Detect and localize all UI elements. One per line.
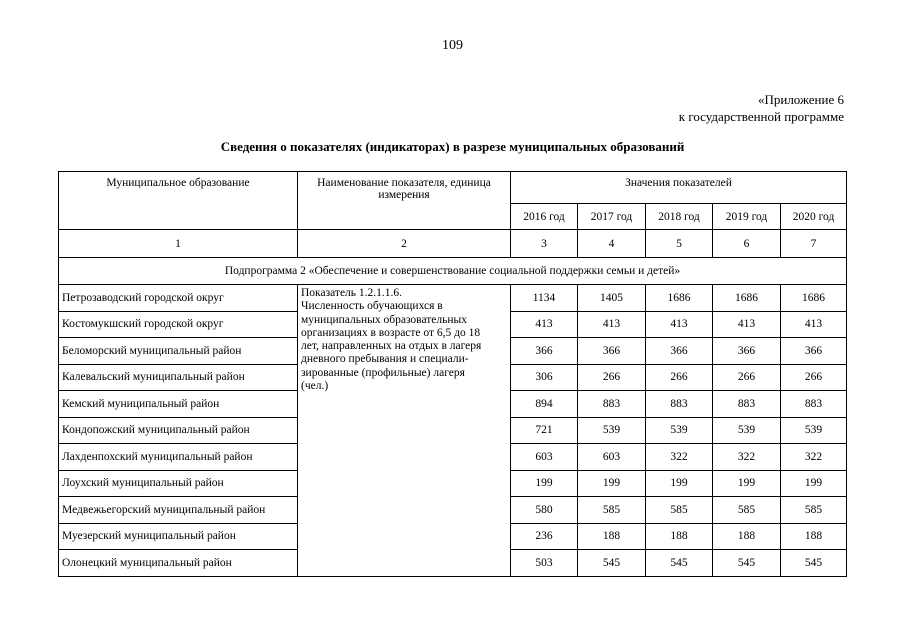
header-year: 2017 год xyxy=(578,204,646,230)
header-values: Значения показателей xyxy=(511,172,847,204)
value-cell: 266 xyxy=(578,364,646,391)
subprogram-heading: Подпрограмма 2 «Обеспечение и совершенствование социальной поддержки семьи и детей» xyxy=(59,258,847,285)
value-cell: 322 xyxy=(781,444,847,471)
value-cell: 199 xyxy=(578,470,646,497)
indicator-line: лет, направленных на отдых в лагеря xyxy=(301,340,482,353)
value-cell: 539 xyxy=(781,417,847,444)
header-indicator: Наименование показателя, единица измерения xyxy=(298,172,511,230)
value-cell: 894 xyxy=(511,391,578,418)
table-row xyxy=(59,285,847,312)
column-number: 1 xyxy=(59,230,298,258)
appendix-line-1: «Приложение 6 xyxy=(757,92,844,107)
value-cell: 585 xyxy=(578,497,646,524)
column-number: 6 xyxy=(713,230,781,258)
value-cell: 199 xyxy=(511,470,578,497)
value-cell: 545 xyxy=(781,550,847,577)
value-cell: 1686 xyxy=(646,285,713,312)
value-cell: 585 xyxy=(646,497,713,524)
municipality-name: Беломорский муниципальный район xyxy=(59,338,298,365)
appendix-line-2: к государственной программе xyxy=(678,109,844,124)
value-cell: 883 xyxy=(781,391,847,418)
value-cell: 199 xyxy=(781,470,847,497)
value-cell: 585 xyxy=(713,497,781,524)
municipality-name: Лахденпохский муниципальный район xyxy=(59,444,298,471)
header-year: 2016 год xyxy=(511,204,578,230)
column-number: 2 xyxy=(298,230,511,258)
value-cell: 266 xyxy=(781,364,847,391)
value-cell: 199 xyxy=(713,470,781,497)
value-cell: 545 xyxy=(713,550,781,577)
indicator-line: зированные (профильные) лагеря xyxy=(301,366,465,379)
municipality-name: Калевальский муниципальный район xyxy=(59,364,298,391)
page-number: 109 xyxy=(442,38,463,53)
indicators-table xyxy=(58,171,847,577)
header-municipality: Муниципальное образование xyxy=(59,172,298,230)
value-cell: 545 xyxy=(578,550,646,577)
value-cell: 1405 xyxy=(578,285,646,312)
column-number: 4 xyxy=(578,230,646,258)
value-cell: 580 xyxy=(511,497,578,524)
value-cell: 539 xyxy=(646,417,713,444)
value-cell: 366 xyxy=(646,338,713,365)
value-cell: 366 xyxy=(578,338,646,365)
indicator-line: Показатель 1.2.1.1.6. xyxy=(301,287,403,299)
value-cell: 366 xyxy=(511,338,578,365)
value-cell: 322 xyxy=(713,444,781,471)
municipality-name: Муезерский муниципальный район xyxy=(59,523,298,550)
value-cell: 266 xyxy=(646,364,713,391)
value-cell: 199 xyxy=(646,470,713,497)
value-cell: 413 xyxy=(578,311,646,338)
value-cell: 366 xyxy=(781,338,847,365)
value-cell: 603 xyxy=(578,444,646,471)
indicator-line: дневного пребывания и специали- xyxy=(301,353,469,366)
column-number: 5 xyxy=(646,230,713,258)
value-cell: 413 xyxy=(646,311,713,338)
value-cell: 188 xyxy=(781,523,847,550)
value-cell: 266 xyxy=(713,364,781,391)
value-cell: 236 xyxy=(511,523,578,550)
value-cell: 1686 xyxy=(781,285,847,312)
indicator-description xyxy=(298,285,511,577)
municipality-name: Олонецкий муниципальный район xyxy=(59,550,298,577)
value-cell: 188 xyxy=(646,523,713,550)
document-title: Сведения о показателях (индикаторах) в разрезе муниципальных образований xyxy=(220,139,685,154)
value-cell: 539 xyxy=(578,417,646,444)
header-year: 2020 год xyxy=(781,204,847,230)
municipality-name: Кемский муниципальный район xyxy=(59,391,298,418)
header-year: 2018 год xyxy=(646,204,713,230)
value-cell: 539 xyxy=(713,417,781,444)
municipality-name: Медвежьегорский муниципальный район xyxy=(59,497,298,524)
indicator-line: (чел.) xyxy=(301,380,329,393)
value-cell: 366 xyxy=(713,338,781,365)
value-cell: 413 xyxy=(511,311,578,338)
value-cell: 413 xyxy=(781,311,847,338)
municipality-name: Петрозаводский городской округ xyxy=(59,285,298,312)
column-number: 3 xyxy=(511,230,578,258)
value-cell: 1134 xyxy=(511,285,578,312)
indicator-line: Численность обучающихся в xyxy=(301,300,443,313)
municipality-name: Костомукшский городской округ xyxy=(59,311,298,338)
value-cell: 188 xyxy=(713,523,781,550)
municipality-name: Лоухский муниципальный район xyxy=(59,470,298,497)
header-year: 2019 год xyxy=(713,204,781,230)
value-cell: 883 xyxy=(646,391,713,418)
value-cell: 503 xyxy=(511,550,578,577)
value-cell: 603 xyxy=(511,444,578,471)
value-cell: 585 xyxy=(781,497,847,524)
indicator-line: муниципальных образовательных xyxy=(301,313,468,326)
value-cell: 721 xyxy=(511,417,578,444)
appendix-reference xyxy=(679,91,844,125)
column-number: 7 xyxy=(781,230,847,258)
value-cell: 883 xyxy=(578,391,646,418)
indicator-line: организациях в возрасте от 6,5 до 18 xyxy=(301,326,481,339)
value-cell: 306 xyxy=(511,364,578,391)
value-cell: 545 xyxy=(646,550,713,577)
value-cell: 1686 xyxy=(713,285,781,312)
municipality-name: Кондопожский муниципальный район xyxy=(59,417,298,444)
value-cell: 883 xyxy=(713,391,781,418)
value-cell: 413 xyxy=(713,311,781,338)
value-cell: 322 xyxy=(646,444,713,471)
value-cell: 188 xyxy=(578,523,646,550)
